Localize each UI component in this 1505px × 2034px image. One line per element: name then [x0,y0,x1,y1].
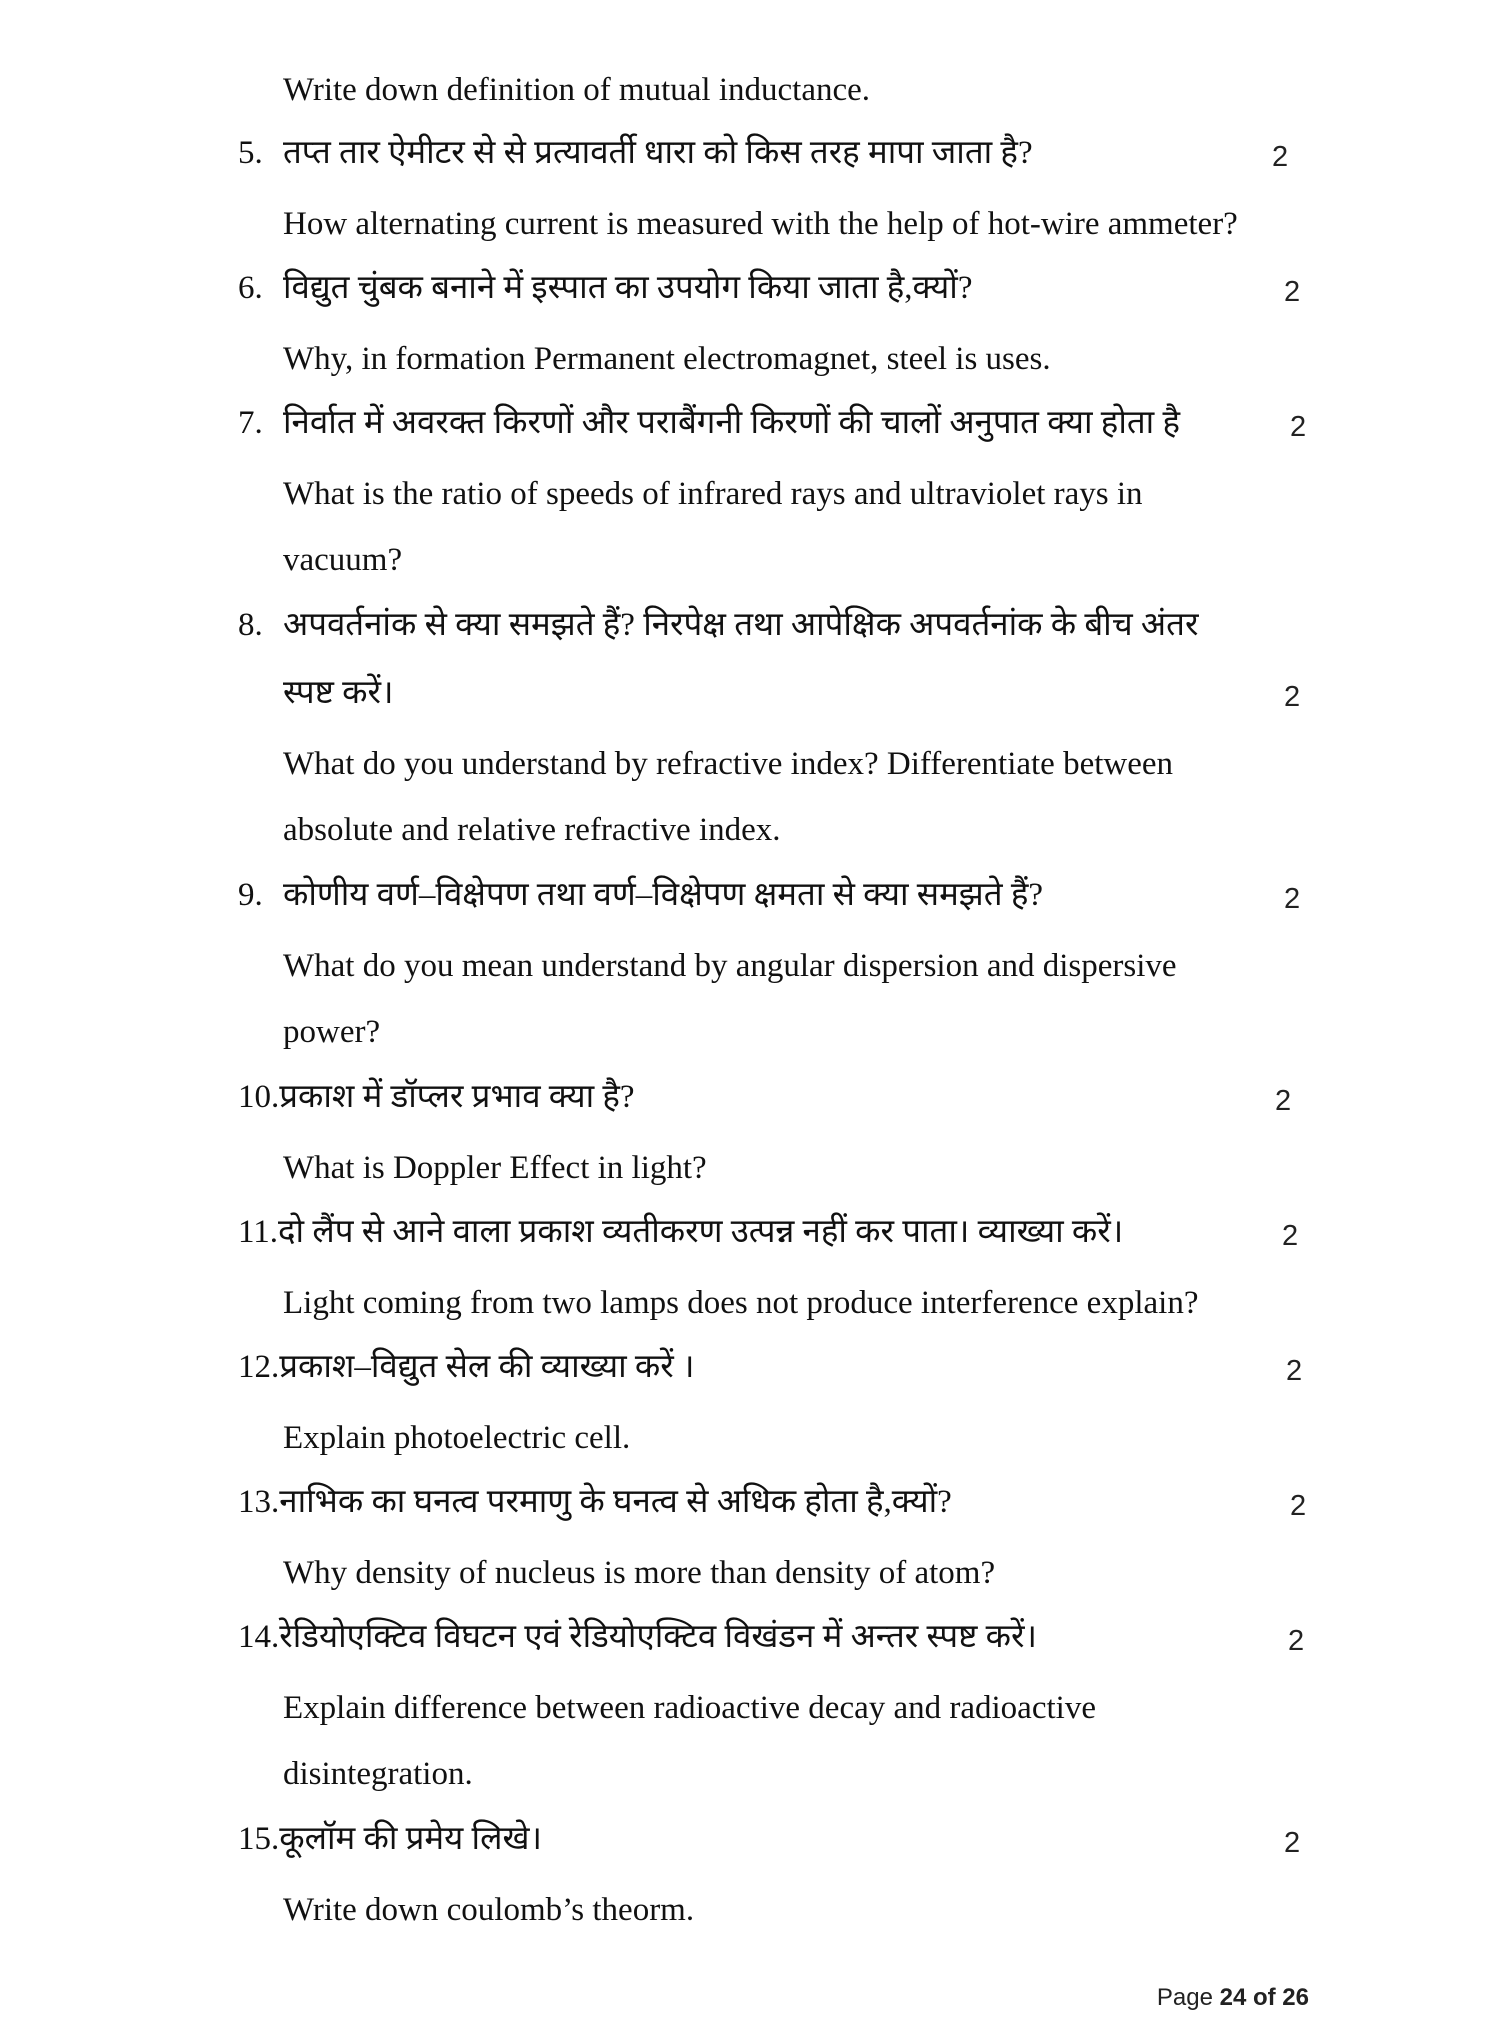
question-10-english: What is Doppler Effect in light? [283,1150,707,1186]
question-12-hindi [238,1347,695,1387]
question-9-english-line2: power? [283,1014,381,1050]
question-number: 14. [238,1619,280,1655]
question-number: 7. [238,405,263,441]
question-14-hindi [238,1617,1037,1657]
question-hindi-text: कूलॉम की प्रमेय लिखे। [279,1821,542,1857]
question-hindi-text: दो लैंप से आने वाला प्रकाश व्यतीकरण उत्पन्न नहीं कर पाता। व्याख्या करें। [278,1214,1124,1250]
question-number: 9. [238,877,263,913]
question-14-english-line2: disintegration. [283,1756,473,1792]
question-number: 10. [238,1079,280,1115]
question-15-english: Write down coulomb’s theorm. [283,1892,695,1928]
question-8-english-line1: What do you understand by refractive index? Differentiate between [283,746,1174,782]
question-hindi-text: अपवर्तनांक से क्या समझते हैं? निरपेक्ष तथा आपेक्षिक अपवर्तनांक के बीच अंतर [283,607,1199,643]
question-14-marks: 2 [1288,1625,1305,1657]
question-hindi-text: तप्त तार ऐमीटर से से प्रत्यावर्ती धारा को किस तरह मापा जाता है? [283,135,1033,171]
question-6-hindi [238,268,973,308]
question-number: 15. [238,1821,280,1857]
question-13-english: Why density of nucleus is more than density of atom? [283,1555,996,1591]
question-10-marks: 2 [1275,1085,1292,1117]
question-hindi-text: नाभिक का घनत्व परमाणु के घनत्व से अधिक होता है,क्यों? [279,1484,952,1520]
question-8-hindi-cont: स्पष्ट करें। [283,675,394,711]
question-15-marks: 2 [1284,1827,1301,1859]
question-11-english: Light coming from two lamps does not produce interference explain? [283,1285,1199,1321]
question-number: 12. [238,1349,280,1385]
question-hindi-text: निर्वात में अवरक्त किरणों और पराबैंगनी किरणों की चालों अनुपात क्या होता है [283,405,1181,441]
current-page: 24 [1219,1984,1247,2011]
question-6-marks: 2 [1284,276,1301,308]
question-13-hindi [238,1482,952,1522]
question-5-hindi [238,133,1033,173]
question-hindi-text: प्रकाश में डॉप्लर प्रभाव क्या है? [279,1079,635,1115]
question-7-english-line1: What is the ratio of speeds of infrared rays and ultraviolet rays in [283,476,1143,512]
question-hindi-text: रेडियोएक्टिव विघटन एवं रेडियोएक्टिव विखंडन में अन्तर स्पष्ट करें। [279,1619,1037,1655]
question-number: 6. [238,270,263,306]
question-9-marks: 2 [1284,883,1301,915]
question-7-marks: 2 [1290,411,1307,443]
question-12-marks: 2 [1286,1355,1303,1387]
question-9-english-line1: What do you mean understand by angular dispersion and dispersive [283,948,1177,984]
question-10-hindi [238,1077,635,1117]
question-hindi-text: प्रकाश–विद्युत सेल की व्याख्या करें । [279,1349,695,1385]
question-number: 11. [238,1214,279,1250]
question-7-english-line2: vacuum? [283,542,403,578]
page-label: Page [1156,1984,1213,2011]
question-12-english: Explain photoelectric cell. [283,1420,631,1456]
question-14-english-line1: Explain difference between radioactive decay and radioactive [283,1690,1096,1726]
question-8-hindi [238,605,1198,645]
question-number: 8. [238,607,263,643]
question-number: 5. [238,135,263,171]
question-11-hindi [238,1212,1123,1252]
question-9-hindi [238,875,1043,915]
question-hindi-text: कोणीय वर्ण–विक्षेपण तथा वर्ण–विक्षेपण क्षमता से क्या समझते हैं? [283,877,1043,913]
question-5-english: How alternating current is measured with the help of hot-wire ammeter? [283,206,1238,242]
question-15-hindi [238,1819,542,1859]
question-7-hindi [238,403,1180,443]
page-number [1157,1984,1309,2012]
question-number: 13. [238,1484,280,1520]
intro-text: Write down definition of mutual inductance. [283,72,871,108]
question-8-english-line2: absolute and relative refractive index. [283,812,781,848]
question-5-marks: 2 [1272,141,1289,173]
question-hindi-text: विद्युत चुंबक बनाने में इस्पात का उपयोग किया जाता है,क्यों? [283,270,973,306]
question-6-english: Why, in formation Permanent electromagnet, steel is uses. [283,341,1051,377]
question-13-marks: 2 [1290,1490,1307,1522]
question-8-marks: 2 [1284,681,1301,713]
page-of: of [1252,1984,1276,2011]
question-11-marks: 2 [1282,1220,1299,1252]
total-pages: 26 [1282,1984,1309,2011]
